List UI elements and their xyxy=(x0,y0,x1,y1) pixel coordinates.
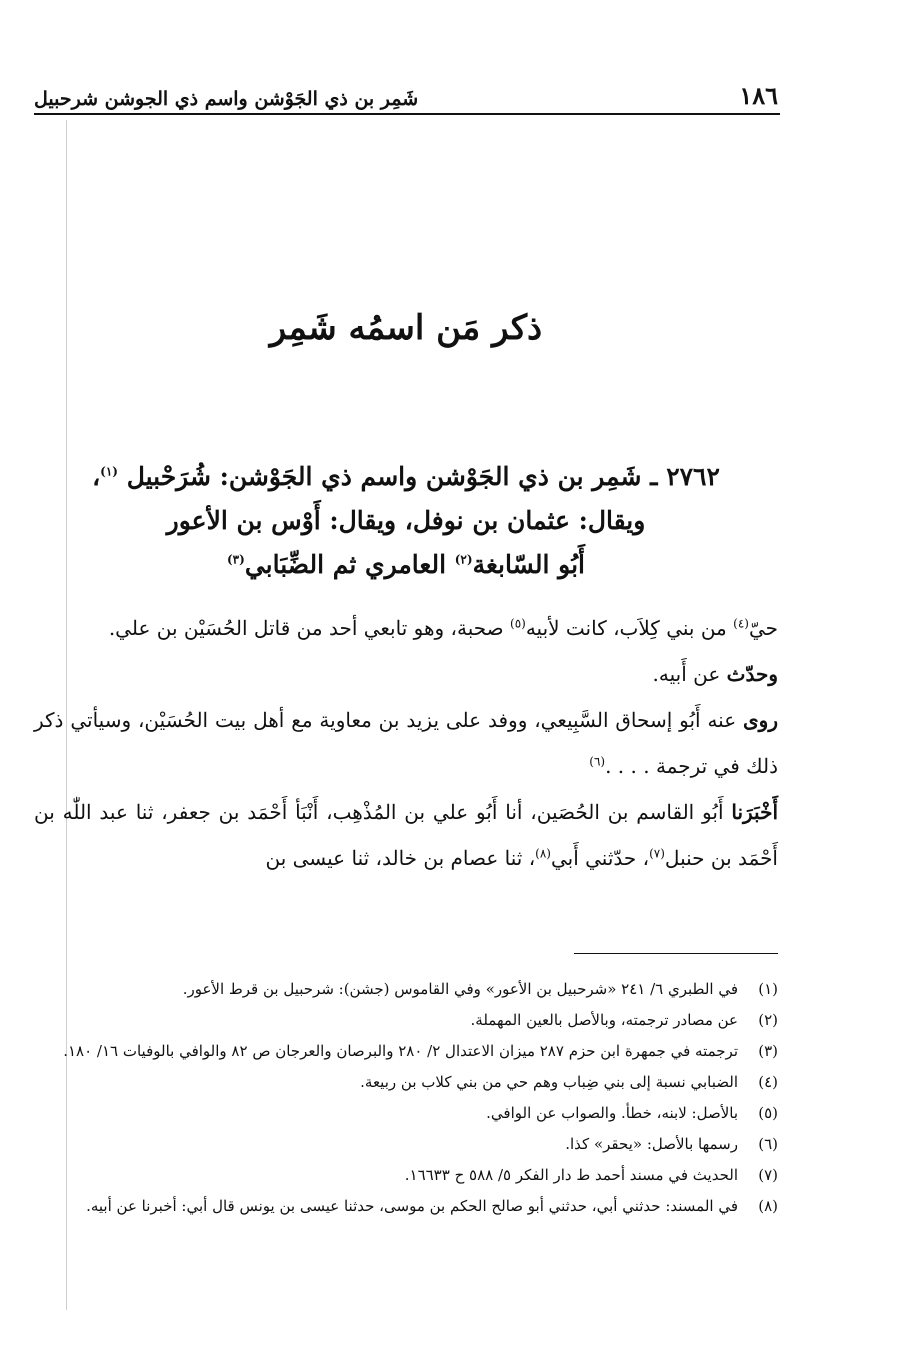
p1-part-b: من بني كِلاَب، كانت لأبيه xyxy=(525,616,727,640)
footnote-6 xyxy=(34,1129,778,1160)
footnotes xyxy=(34,974,778,1222)
footnote-7 xyxy=(34,1160,778,1191)
footnote-text: ترجمته في جمهرة ابن حزم ٢٨٧ ميزان الاعتدال ٢/ ٢٨٠ والبرصان والعرجان ص ٨٢ والوافي بالوفيات ١٦/ ١٨٠. xyxy=(63,1042,738,1060)
footnote-text: في المسند: حدثني أبي، حدثني أبو صالح الحكم بن موسى، حدثنا عيسى بن يونس قال أبي: أخبرنا عن أبيه. xyxy=(86,1197,738,1215)
paragraph-1 xyxy=(34,605,778,651)
footnote-text: في الطبري ٦/ ٢٤١ «شرحبيل بن الأعور» وفي القاموس (جشن): شرحبيل بن قرط الأعور. xyxy=(182,980,738,998)
footnote-ref-5: (٥) xyxy=(510,616,526,631)
footnote-ref-4: (٤) xyxy=(733,616,749,631)
p4-part-c: ، ثنا عصام بن خالد، ثنا عيسى بن xyxy=(265,846,536,870)
entry-heading xyxy=(34,455,778,587)
entry-heading-line-1-tail: ، xyxy=(92,462,101,491)
footnote-text: عن مصادر ترجمته، وبالأصل بالعين المهملة. xyxy=(470,1011,738,1029)
p1-part-a: حيّ xyxy=(748,616,778,640)
paragraph-3 xyxy=(34,697,778,789)
footnote-ref-7: (٧) xyxy=(649,846,665,861)
footnote-4 xyxy=(34,1067,778,1098)
p3-text: عنه أَبُو إسحاق السَّبِيعي، ووفد على يزيد بن معاوية مع أهل بيت الحُسَيْن، وسيأتي ذكر ذلك في ترجمة . . . . xyxy=(34,708,778,778)
paragraph-2 xyxy=(34,651,778,697)
footnote-number: (٧) xyxy=(758,1166,778,1184)
header-rule xyxy=(34,113,780,115)
body-text xyxy=(34,605,778,881)
entry-heading-line-3 xyxy=(34,543,778,587)
footnote-number: (٤) xyxy=(758,1073,778,1091)
footnote-ref-8: (٨) xyxy=(535,846,551,861)
entry-heading-line-1-text: ٢٧٦٢ ـ شَمِر بن ذي الجَوْشن واسم ذي الجَوْشن: شُرَحْبيل xyxy=(126,462,720,491)
footnote-number: (١) xyxy=(758,980,778,998)
entry-heading-line-3a: أَبُو السّابغة xyxy=(472,550,585,579)
footnote-8 xyxy=(34,1191,778,1222)
footnote-ref-2: (٢) xyxy=(454,552,473,567)
footnote-ref-6: (٦) xyxy=(589,754,606,769)
footnote-text: الضبابي نسبة إلى بني ضِباب وهم حي من بني كلاب بن ربيعة. xyxy=(360,1073,738,1091)
p4-part-a: أَبُو القاسم بن الحُصَين، أنا أَبُو علي بن المُذْهِب، أَنْبَأ أَحْمَد بن جعفر، ثنا عبد اللّٰه بن أَحْمَد بن حنبل xyxy=(34,800,778,870)
footnote-2 xyxy=(34,1005,778,1036)
footnote-text: بالأصل: لابنه، خطأ. والصواب عن الوافي. xyxy=(486,1104,738,1122)
footnote-ref-3: (٣) xyxy=(226,552,245,567)
footnote-3 xyxy=(34,1036,778,1067)
p1-part-c: صحبة، وهو تابعي أحد من قاتل الحُسَيْن بن علي. xyxy=(108,616,504,640)
p3-lead-word: روى xyxy=(743,708,778,732)
footnote-text: الحديث في مسند أحمد ط دار الفكر ٥/ ٥٨٨ ح ١٦٦٣٣. xyxy=(404,1166,738,1184)
footnote-number: (٥) xyxy=(758,1104,778,1122)
footnote-number: (٦) xyxy=(758,1135,778,1153)
p4-lead-word: أَخْبَرَنا xyxy=(731,800,778,824)
footnote-number: (٨) xyxy=(758,1197,778,1215)
paragraph-4 xyxy=(34,789,778,881)
entry-heading-line-1 xyxy=(34,455,778,499)
footnote-text: رسمها بالأصل: «يحقر» كذا. xyxy=(565,1135,738,1153)
footnote-number: (٢) xyxy=(758,1011,778,1029)
p2-lead-word: وحدّث xyxy=(726,662,778,686)
footnote-number: (٣) xyxy=(758,1042,778,1060)
p2-text: عن أَبيه. xyxy=(652,662,721,686)
footnote-ref-1: (١) xyxy=(100,464,118,479)
page-number: ١٨٦ xyxy=(739,81,778,110)
p4-part-b: ، حدّثني أَبي xyxy=(550,846,650,870)
entry-heading-line-2: ويقال: عثمان بن نوفل، ويقال: أَوْس بن الأعور xyxy=(166,506,646,535)
section-title: ذكر مَن اسمُه شَمِر xyxy=(269,308,543,348)
entry-heading-line-3b: العامري ثم الضِّبَابي xyxy=(244,550,447,579)
footnote-1 xyxy=(34,974,778,1005)
page-header xyxy=(34,70,778,110)
footnote-5 xyxy=(34,1098,778,1129)
running-title: شَمِر بن ذي الجَوْشن واسم ذي الجوشن شرحبيل xyxy=(34,88,419,110)
footnote-rule xyxy=(574,953,778,954)
